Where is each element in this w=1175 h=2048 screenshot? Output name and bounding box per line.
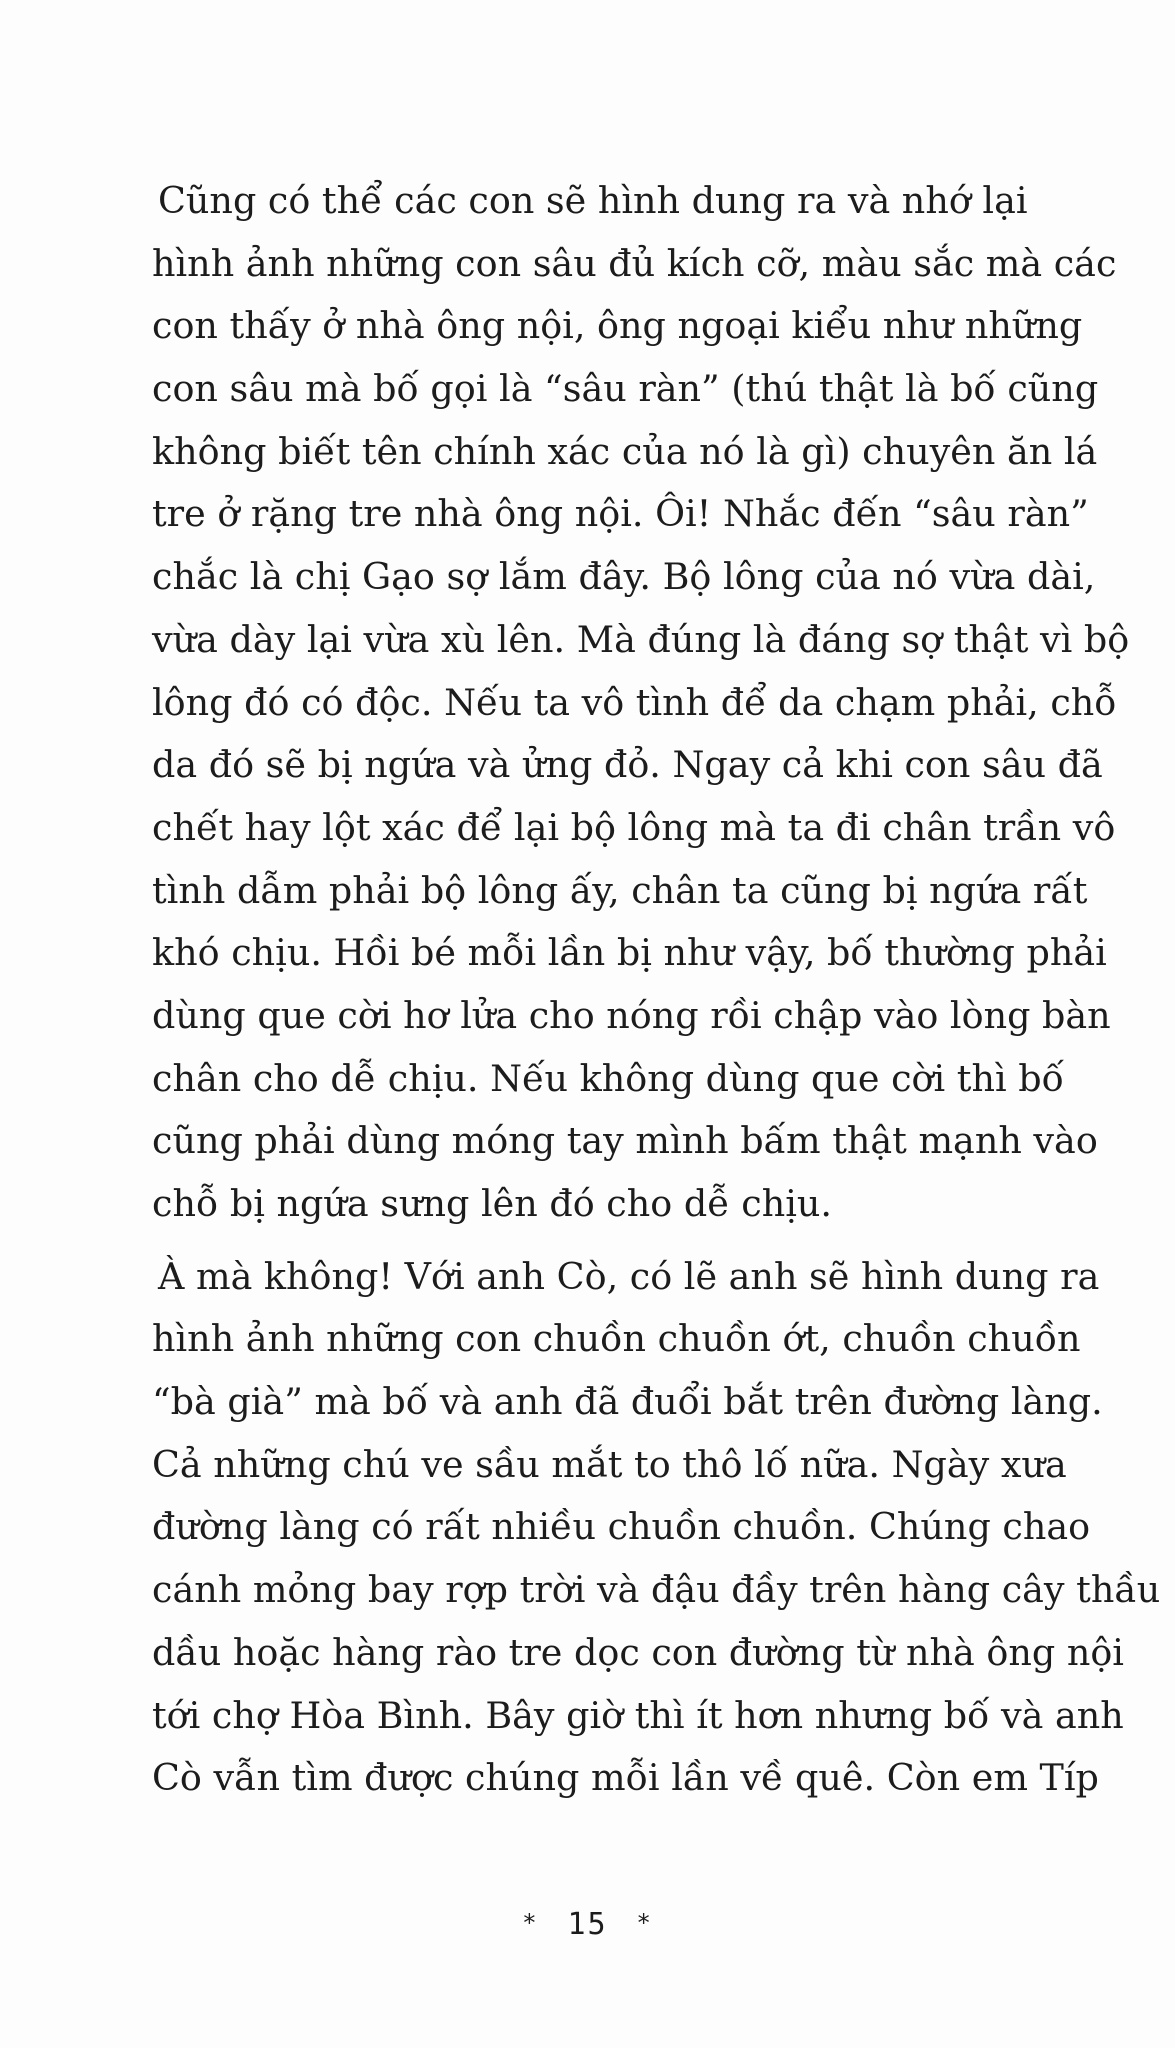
paragraph-1 <box>152 170 1130 1236</box>
text-line: dùng que cời hơ lửa cho nóng rồi chập vào lòng bàn <box>152 993 1111 1037</box>
text-line: hình ảnh những con sâu đủ kích cỡ, màu sắc mà các <box>152 241 1117 285</box>
text-line: dầu hoặc hàng rào tre dọc con đường từ nhà ông nội <box>152 1630 1124 1674</box>
page-number: 15 <box>567 1907 608 1942</box>
text-line: chết hay lột xác để lại bộ lông mà ta đi chân trần vô <box>152 805 1116 849</box>
text-line: “bà già” mà bố và anh đã đuổi bắt trên đường làng. <box>152 1380 1103 1424</box>
text-line: vừa dày lại vừa xù lên. Mà đúng là đáng sợ thật vì bộ <box>152 617 1130 661</box>
text-line: Cò vẫn tìm được chúng mỗi lần về quê. Còn em Típ <box>152 1756 1099 1800</box>
text-line: chỗ bị ngứa sưng lên đó cho dễ chịu. <box>152 1182 832 1225</box>
paragraph-spacer <box>152 1236 1000 1246</box>
text-line: con thấy ở nhà ông nội, ông ngoại kiểu như những <box>152 304 1083 348</box>
paragraph-2 <box>152 1246 1161 1810</box>
text-line: tới chợ Hòa Bình. Bây giờ thì ít hơn nhưng bố và anh <box>152 1693 1124 1737</box>
text-line: không biết tên chính xác của nó là gì) chuyên ăn lá <box>152 429 1098 473</box>
body-text <box>152 170 1161 1810</box>
text-line: lông đó có độc. Nếu ta vô tình để da chạm phải, chỗ <box>152 680 1117 724</box>
text-line: tre ở rặng tre nhà ông nội. Ôi! Nhắc đến “sâu ràn” <box>152 492 1089 536</box>
text-line: Cả những chú ve sầu mắt to thô lố nữa. Ngày xưa <box>152 1442 1067 1486</box>
text-line: À mà không! Với anh Cò, có lẽ anh sẽ hình dung ra <box>158 1254 1100 1298</box>
text-line: da đó sẽ bị ngứa và ửng đỏ. Ngay cả khi con sâu đã <box>152 743 1103 787</box>
text-line: tình dẫm phải bộ lông ấy, chân ta cũng bị ngứa rất <box>152 868 1088 912</box>
text-line: cũng phải dùng móng tay mình bấm thật mạnh vào <box>152 1119 1098 1163</box>
page-number-footer <box>0 1907 1175 1942</box>
text-line: hình ảnh những con chuồn chuồn ớt, chuồn chuồn <box>152 1317 1081 1361</box>
text-line: Cũng có thể các con sẽ hình dung ra và nhớ lại <box>158 179 1028 222</box>
star-ornament-left: * <box>523 1909 538 1937</box>
text-line: cánh mỏng bay rợp trời và đậu đầy trên hàng cây thầu <box>152 1568 1161 1612</box>
text-line: đường làng có rất nhiều chuồn chuồn. Chúng chao <box>152 1505 1091 1549</box>
text-line: chắc là chị Gạo sợ lắm đây. Bộ lông của nó vừa dài, <box>152 555 1096 599</box>
text-line: con sâu mà bố gọi là “sâu ràn” (thú thật là bố cũng <box>152 367 1099 411</box>
text-line: khó chịu. Hồi bé mỗi lần bị như vậy, bố thường phải <box>152 931 1107 975</box>
text-line: chân cho dễ chịu. Nếu không dùng que cời thì bố <box>152 1056 1064 1100</box>
star-ornament-right: * <box>637 1909 652 1937</box>
